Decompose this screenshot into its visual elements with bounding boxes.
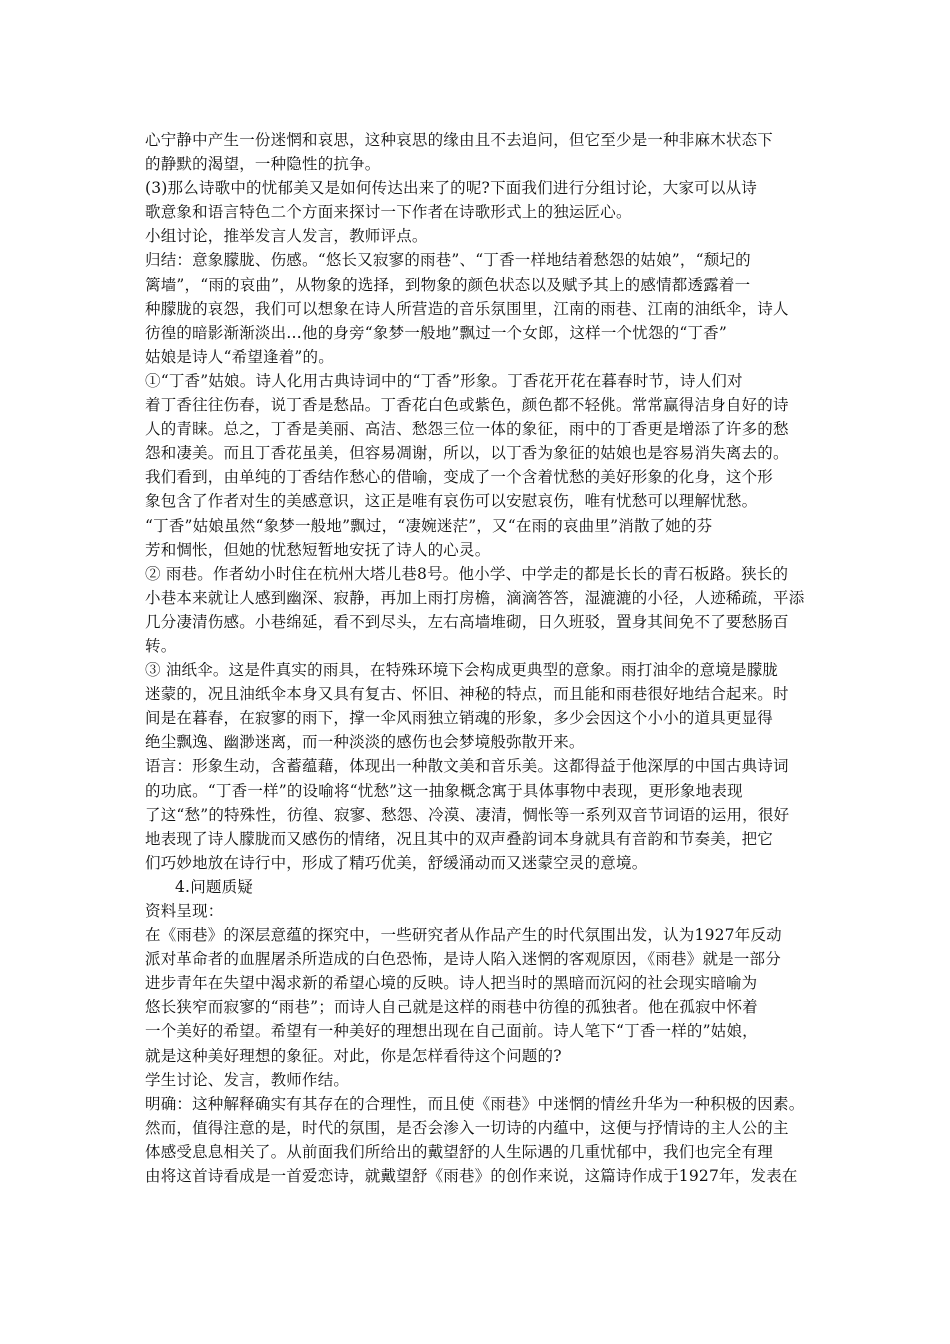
text-line: 小组讨论，推举发言人发言，教师评点。 [145,227,428,246]
text-line: ③ 油纸伞。这是件真实的雨具，在特殊环境下会构成更典型的意象。雨打油伞的意境是朦胧 [145,661,779,680]
text-line: 迷蒙的，况且油纸伞本身又具有复古、怀旧、神秘的特点，而且能和雨巷很好地结合起来。时 [145,685,789,704]
text-line: “丁香”姑娘虽然“象梦一般地”飘过，“凄婉迷茫”，又“在雨的哀曲里”消散了她的芬 [145,516,713,535]
text-line: 心宁静中产生一份迷惘和哀思，这种哀思的缘由且不去追问，但它至少是一种非麻木状态下 [145,131,774,149]
text-line: 象包含了作者对生的美感意识，这正是唯有哀伤可以安慰哀伤，唯有忧愁可以理解忧愁。 [145,492,758,511]
text-line [145,1188,817,1212]
text-line: 绝尘飘逸、幽渺迷离，而一种淡淡的感伤也会梦境般弥散开来。 [145,733,585,752]
text-line: 小巷本来就让人感到幽深、寂静，再加上雨打房檐，滴滴答答，湿漉漉的小径，人迹稀疏，平添 [145,588,805,607]
text-line: 了这“愁”的特殊性，彷徨、寂寥、愁怨、冷漠、凄清，惆怅等一系列双音节词语的运用，很好 [145,805,790,824]
text-line: 间是在暮春，在寂寥的雨下，撑一伞风雨独立销魂的形象，多少会因这个小小的道具更显得 [145,709,774,728]
text-line: (3)那么诗歌中的忧郁美又是如何传达出来了的呢?下面我们进行分组讨论，大家可以从诗 [145,179,757,198]
text-line: 悠长狭窄而寂寥的“雨巷”；而诗人自己就是这样的雨巷中彷徨的孤独者。他在孤寂中怀着 [145,998,758,1017]
text-line: 篱墙”，“雨的哀曲”，从物象的选择，到物象的颜色状态以及赋予其上的感情都透露着一 [145,275,751,294]
text-line: 的功底。“丁香一样”的设喻将“忧愁”这一抽象概念寓于具体事物中表现，更形象地表现 [145,781,743,800]
section-heading: 4.问题质疑 [175,877,253,896]
text-line: 怨和凄美。而且丁香花虽美，但容易凋谢，所以，以丁香为象征的姑娘也是容易消失离去的。 [145,444,789,463]
text-line: 彷徨的暗影渐渐淡出…他的身旁“象梦一般地”飘过一个女郎，这样一个忧怨的“丁香” [145,323,727,342]
text-line: ② 雨巷。作者幼小时住在杭州大塔儿巷8号。他小学、中学走的都是长长的青石板路。狭长的 [145,564,789,583]
text-line: 歌意象和语言特色二个方面来探讨一下作者在诗歌形式上的独运匠心。 [145,203,632,222]
text-line: 归结：意象朦胧、伤感。“悠长又寂寥的雨巷”、“丁香一样地结着愁怨的姑娘”，“颓圮的 [145,251,751,270]
text-line: 学生讨论、发言，教师作结。 [145,1070,350,1089]
text-line: 派对革命者的血腥屠杀所造成的白色恐怖，是诗人陷入迷惘的客观原因，《雨巷》就是一部分 [145,950,781,969]
text-line: 语言：形象生动，含蓄蕴藉，体现出一种散文美和音乐美。这都得益于他深厚的中国古典诗词 [145,757,789,776]
text-line: 姑娘是诗人“希望逢着”的。 [145,347,334,366]
text-line: 地表现了诗人朦胧而又感伤的情绪，况且其中的双声叠韵词本身就具有音韵和节奏美，把它 [145,829,774,848]
document-body [145,128,817,1212]
text-line: 的静默的渴望，一种隐性的抗争。 [145,155,381,174]
text-line: 进步青年在失望中渴求新的希望心境的反映。诗人把当时的黑暗而沉闷的社会现实暗喻为 [145,974,758,993]
text-line: 人的青睐。总之，丁香是美丽、高洁、愁怨三位一体的象征，雨中的丁香更是增添了许多的愁 [145,420,789,439]
text-line: 一个美好的希望。希望有一种美好的理想出现在自己面前。诗人笔下“丁香一样的”姑娘， [145,1022,758,1041]
text-line: 芳和惆怅，但她的忧愁短暂地安抚了诗人的心灵。 [145,540,491,559]
text-line: 着丁香往往伤春，说丁香是愁品。丁香花白色或紫色，颜色都不轻佻。常常赢得洁身自好的诗 [145,396,789,415]
text-line: 就是这种美好理想的象征。对此，你是怎样看待这个问题的? [145,1046,562,1065]
text-line: 们巧妙地放在诗行中，形成了精巧优美，舒缓涌动而又迷蒙空灵的意境。 [145,853,648,872]
text-line: 明确：这种解释确实有其存在的合理性，而且使《雨巷》中迷惘的情丝升华为一种积极的因素。 [145,1094,805,1113]
text-line: 转。 [145,636,177,655]
text-line: 在《雨巷》的深层意蕴的探究中，一些研究者从作品产生的时代氛围出发，认为1927年反动 [145,926,782,945]
text-line: 体感受息息相关了。从前面我们所给出的戴望舒的人生际遇的几重忧郁中，我们也完全有理 [145,1142,774,1161]
text-line: 然而，值得注意的是，时代的氛围，是否会渗入一切诗的内蕴中，这便与抒情诗的主人公的主 [145,1118,789,1137]
text-line: 几分凄清伤感。小巷绵延，看不到尽头，左右高墙堆砌，日久班驳，置身其间免不了要愁肠百 [145,612,789,631]
text-line: 种朦胧的哀怨，我们可以想象在诗人所营造的音乐氛围里，江南的雨巷、江南的油纸伞，诗人 [145,299,789,318]
text-line: ①“丁香”姑娘。诗人化用古典诗词中的“丁香”形象。丁香花开花在暮春时节，诗人们对 [145,371,743,390]
text-line: 我们看到，由单纯的丁香结作愁心的借喻，变成了一个含着忧愁的美好形象的化身，这个形 [145,468,774,487]
text-line: 资料呈现： [145,902,224,920]
text-line: 由将这首诗看成是一首爱恋诗，就戴望舒《雨巷》的创作来说，这篇诗作成于1927年，发表在 [145,1167,798,1186]
